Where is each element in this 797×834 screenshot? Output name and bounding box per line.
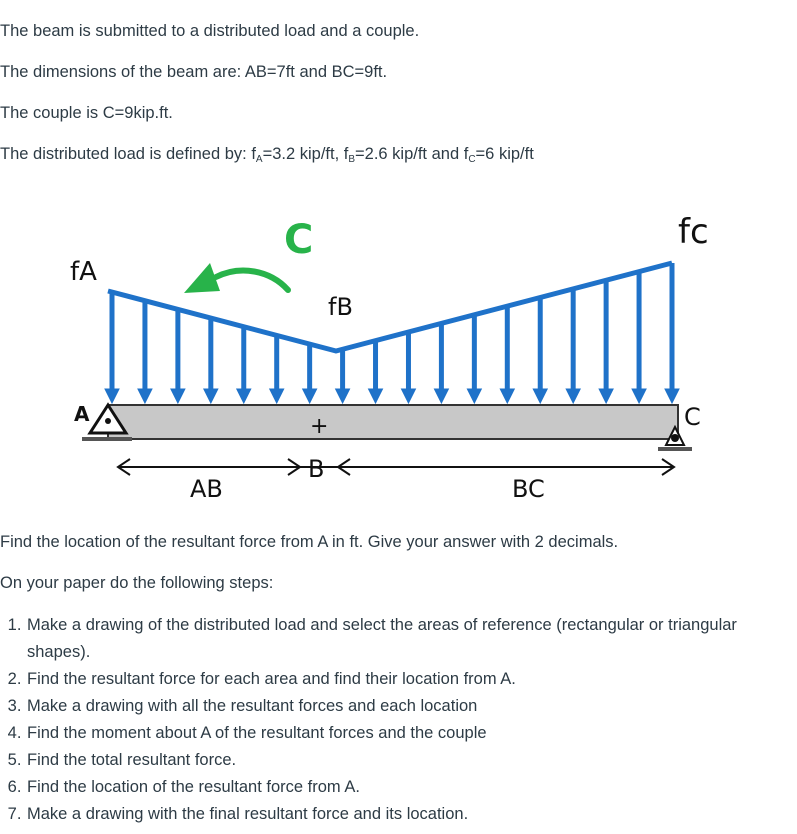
load-def-val-b: =2.6 kip/ft and f: [355, 145, 469, 163]
label-b: B: [308, 455, 325, 483]
load-arrow-head-icon: [138, 389, 152, 403]
problem-statement: The beam is submitted to a distributed load and a couple.: [0, 22, 420, 40]
label-fa: fA: [70, 257, 97, 287]
load-arrow-head-icon: [632, 389, 646, 403]
sub-a: A: [255, 154, 263, 165]
step-item: 2. Find the resultant force for each area and find their location from A.: [26, 666, 796, 693]
load-arrow-head-icon: [270, 389, 284, 403]
step-item: 6. Find the location of the resultant force from A.: [26, 774, 796, 801]
label-couple: C: [284, 217, 314, 263]
label-fc: fc: [678, 212, 709, 252]
load-arrow-head-icon: [171, 389, 185, 403]
load-arrow-head-icon: [467, 389, 481, 403]
label-a: A: [74, 402, 90, 426]
load-def-val-c: =6 kip/ft: [475, 145, 534, 163]
couple-arrow: [216, 271, 288, 290]
load-def-val-a: =3.2 kip/ft, f: [262, 145, 349, 163]
load-arrow-head-icon: [105, 389, 119, 403]
label-fb: fB: [328, 293, 353, 321]
load-arrow-head-icon: [303, 389, 317, 403]
load-arrow-head-icon: [204, 389, 218, 403]
sub-c: C: [468, 154, 476, 165]
label-ab: AB: [190, 475, 223, 503]
load-def-prefix: The distributed load is defined by: f: [0, 145, 256, 163]
beam-diagram: [60, 195, 740, 505]
label-c: C: [684, 403, 701, 431]
load-arrow-head-icon: [336, 389, 350, 403]
distributed-load-definition: [0, 143, 534, 165]
step-item: 4. Find the moment about A of the resultant forces and the couple: [26, 720, 796, 747]
load-arrow-head-icon: [566, 389, 580, 403]
beam-dimensions: The dimensions of the beam are: AB=7ft and BC=9ft.: [0, 63, 388, 81]
step-item: 3. Make a drawing with all the resultant forces and each location: [26, 693, 796, 720]
load-arrow-head-icon: [665, 389, 679, 403]
label-plus: +: [310, 414, 329, 439]
label-bc: BC: [512, 475, 545, 503]
load-arrow-head-icon: [533, 389, 547, 403]
load-arrow-head-icon: [500, 389, 514, 403]
step-item: 7. Make a drawing with the final resultant force and its location.: [26, 801, 796, 828]
couple-value: The couple is C=9kip.ft.: [0, 104, 173, 122]
sub-b: B: [348, 154, 356, 165]
load-arrow-head-icon: [434, 389, 448, 403]
steps-list: [0, 612, 796, 828]
load-arrow-head-icon: [237, 389, 251, 403]
load-arrow-head-icon: [401, 389, 415, 403]
load-arrow-head-icon: [369, 389, 383, 403]
load-outline: [108, 263, 672, 351]
couple-arrow-head-icon: [184, 263, 220, 293]
step-item: 1. Make a drawing of the distributed load and select the areas of reference (rectangular or triangular shapes).: [26, 612, 796, 666]
beam: [108, 405, 678, 439]
step-item: 5. Find the total resultant force.: [26, 747, 796, 774]
steps-intro: On your paper do the following steps:: [0, 574, 274, 592]
load-arrow-head-icon: [599, 389, 613, 403]
question: Find the location of the resultant force from A in ft. Give your answer with 2 decimals.: [0, 533, 619, 551]
